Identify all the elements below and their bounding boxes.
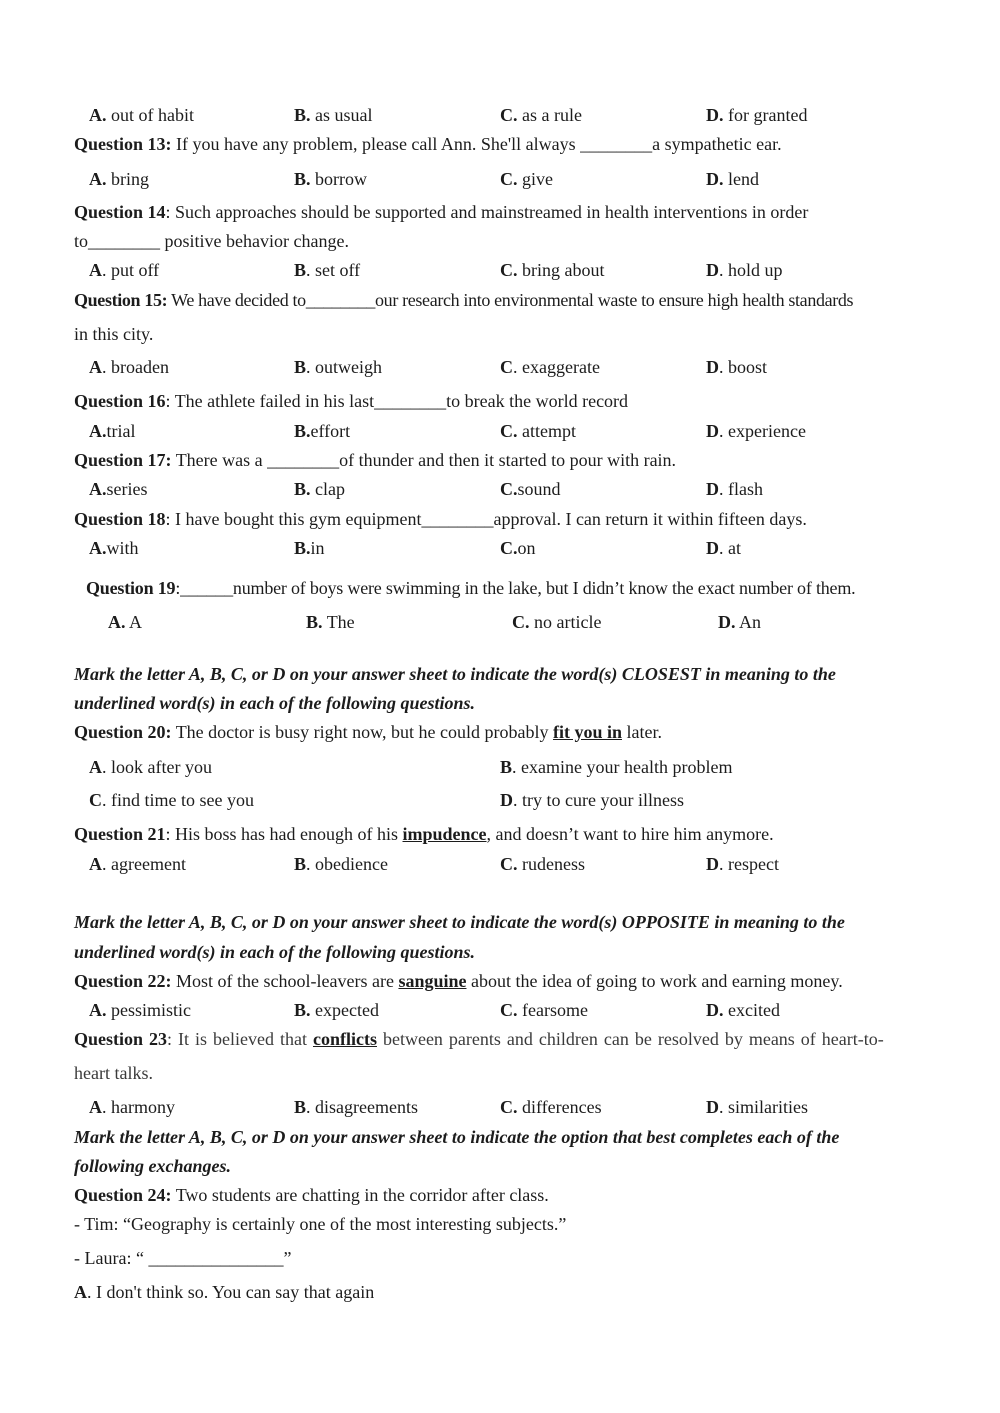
q16-option-b: B.effort	[294, 421, 351, 441]
q16-option-c: C. attempt	[500, 421, 576, 441]
question-14-stem: Question 14: Such approaches should be supported and mainstreamed in health interventions in order	[74, 202, 809, 222]
q21-option-c: C. rudeness	[500, 854, 585, 874]
question-23-stem-cont: heart talks.	[74, 1063, 153, 1083]
q13-option-a: A. bring	[89, 169, 149, 189]
q21-option-b: B. obedience	[294, 854, 388, 874]
q19-option-b: B. The	[306, 612, 355, 632]
q20-option-a: A. look after you	[89, 757, 212, 777]
question-15-stem-cont: in this city.	[74, 324, 154, 344]
question-17-stem: Question 17: There was a ________of thunder and then it started to pour with rain.	[74, 450, 677, 470]
q13-option-c: C. give	[500, 169, 553, 189]
q16-option-a: A.trial	[89, 421, 136, 441]
question-13-stem: Question 13: If you have any problem, please call Ann. She'll always ________a sympathetic ear.	[74, 134, 782, 154]
q21-option-a: A. agreement	[89, 854, 186, 874]
question-20-stem: Question 20: The doctor is busy right now, but he could probably fit you in later.	[74, 722, 662, 742]
q20-option-c: C. find time to see you	[89, 790, 254, 810]
q23-option-c: C. differences	[500, 1097, 602, 1117]
q12-option-c: C. as a rule	[500, 105, 582, 125]
underlined-word: sanguine	[398, 971, 467, 991]
q12-option-a: A. out of habit	[89, 105, 194, 125]
q20-option-b: B. examine your health problem	[500, 757, 733, 777]
instruction-exchanges-line1: Mark the letter A, B, C, or D on your answer sheet to indicate the option that best completes each of the	[74, 1127, 840, 1147]
q18-option-d: D. at	[706, 538, 741, 558]
q19-option-d: D. An	[718, 612, 762, 632]
q19-option-a: A. A	[108, 612, 143, 632]
question-19-stem: Question 19:______number of boys were swimming in the lake, but I didn’t know the exact number of them.	[86, 578, 856, 598]
q16-option-d: D. experience	[706, 421, 806, 441]
instruction-opposite-line1: Mark the letter A, B, C, or D on your answer sheet to indicate the word(s) OPPOSITE in meaning to the	[74, 912, 845, 932]
q17-option-c: C.sound	[500, 479, 561, 499]
q23-option-d: D. similarities	[706, 1097, 808, 1117]
q13-option-b: B. borrow	[294, 169, 368, 189]
q15-option-a: A. broaden	[89, 357, 169, 377]
q14-option-c: C. bring about	[500, 260, 605, 280]
q22-option-b: B. expected	[294, 1000, 379, 1020]
q24-option-a: A. I don't think so. You can say that again	[74, 1282, 375, 1302]
question-16-stem: Question 16: The athlete failed in his last________to break the world record	[74, 391, 629, 411]
q15-option-b: B. outweigh	[294, 357, 383, 377]
q14-option-b: B. set off	[294, 260, 361, 280]
q20-option-d: D. try to cure your illness	[500, 790, 684, 810]
question-24-stem: Question 24: Two students are chatting in the corridor after class.	[74, 1185, 549, 1205]
q17-option-b: B. clap	[294, 479, 345, 499]
q22-option-a: A. pessimistic	[89, 1000, 191, 1020]
dialogue-laura: - Laura: “ _______________”	[74, 1248, 292, 1268]
q12-option-d: D. for granted	[706, 105, 808, 125]
q22-option-c: C. fearsome	[500, 1000, 588, 1020]
q23-option-a: A. harmony	[89, 1097, 175, 1117]
q13-option-d: D. lend	[706, 169, 759, 189]
q18-option-b: B.in	[294, 538, 325, 558]
underlined-word: fit you in	[552, 722, 622, 742]
q17-option-a: A.series	[89, 479, 148, 499]
q15-option-d: D. boost	[706, 357, 768, 377]
q23-option-b: B. disagreements	[294, 1097, 418, 1117]
q18-option-a: A.with	[89, 538, 139, 558]
question-18-stem: Question 18: I have bought this gym equipment________approval. I can return it within fifteen days.	[74, 509, 807, 529]
question-23-stem: Question 23: It is believed that conflicts between parents and children can be resolved by means of heart-to-	[74, 1029, 884, 1049]
instruction-closest-line1: Mark the letter A, B, C, or D on your answer sheet to indicate the word(s) CLOSEST in meaning to the	[74, 664, 836, 684]
underlined-word: conflicts	[312, 1029, 377, 1049]
question-22-stem: Question 22: Most of the school-leavers are sanguine about the idea of going to work and earning money.	[74, 971, 843, 991]
q14-option-d: D. hold up	[706, 260, 783, 280]
instruction-opposite-line2: underlined word(s) in each of the following questions.	[74, 942, 476, 962]
q18-option-c: C.on	[500, 538, 536, 558]
q14-option-a: A. put off	[89, 260, 160, 280]
underlined-word: impudence	[402, 824, 487, 844]
q17-option-d: D. flash	[706, 479, 763, 499]
q21-option-d: D. respect	[706, 854, 779, 874]
instruction-exchanges-line2: following exchanges.	[74, 1156, 232, 1176]
question-15-stem: Question 15: We have decided to________our research into environmental waste to ensure high health standards	[74, 290, 854, 310]
question-21-stem: Question 21: His boss has had enough of his impudence, and doesn’t want to hire him anymore.	[74, 824, 774, 844]
q19-option-c: C. no article	[512, 612, 602, 632]
instruction-closest-line2: underlined word(s) in each of the following questions.	[74, 693, 476, 713]
q12-option-b: B. as usual	[294, 105, 373, 125]
q22-option-d: D. excited	[706, 1000, 780, 1020]
q15-option-c: C. exaggerate	[500, 357, 600, 377]
dialogue-tim: - Tim: “Geography is certainly one of the most interesting subjects.”	[74, 1214, 567, 1234]
question-14-stem-cont: to________ positive behavior change.	[74, 231, 349, 251]
